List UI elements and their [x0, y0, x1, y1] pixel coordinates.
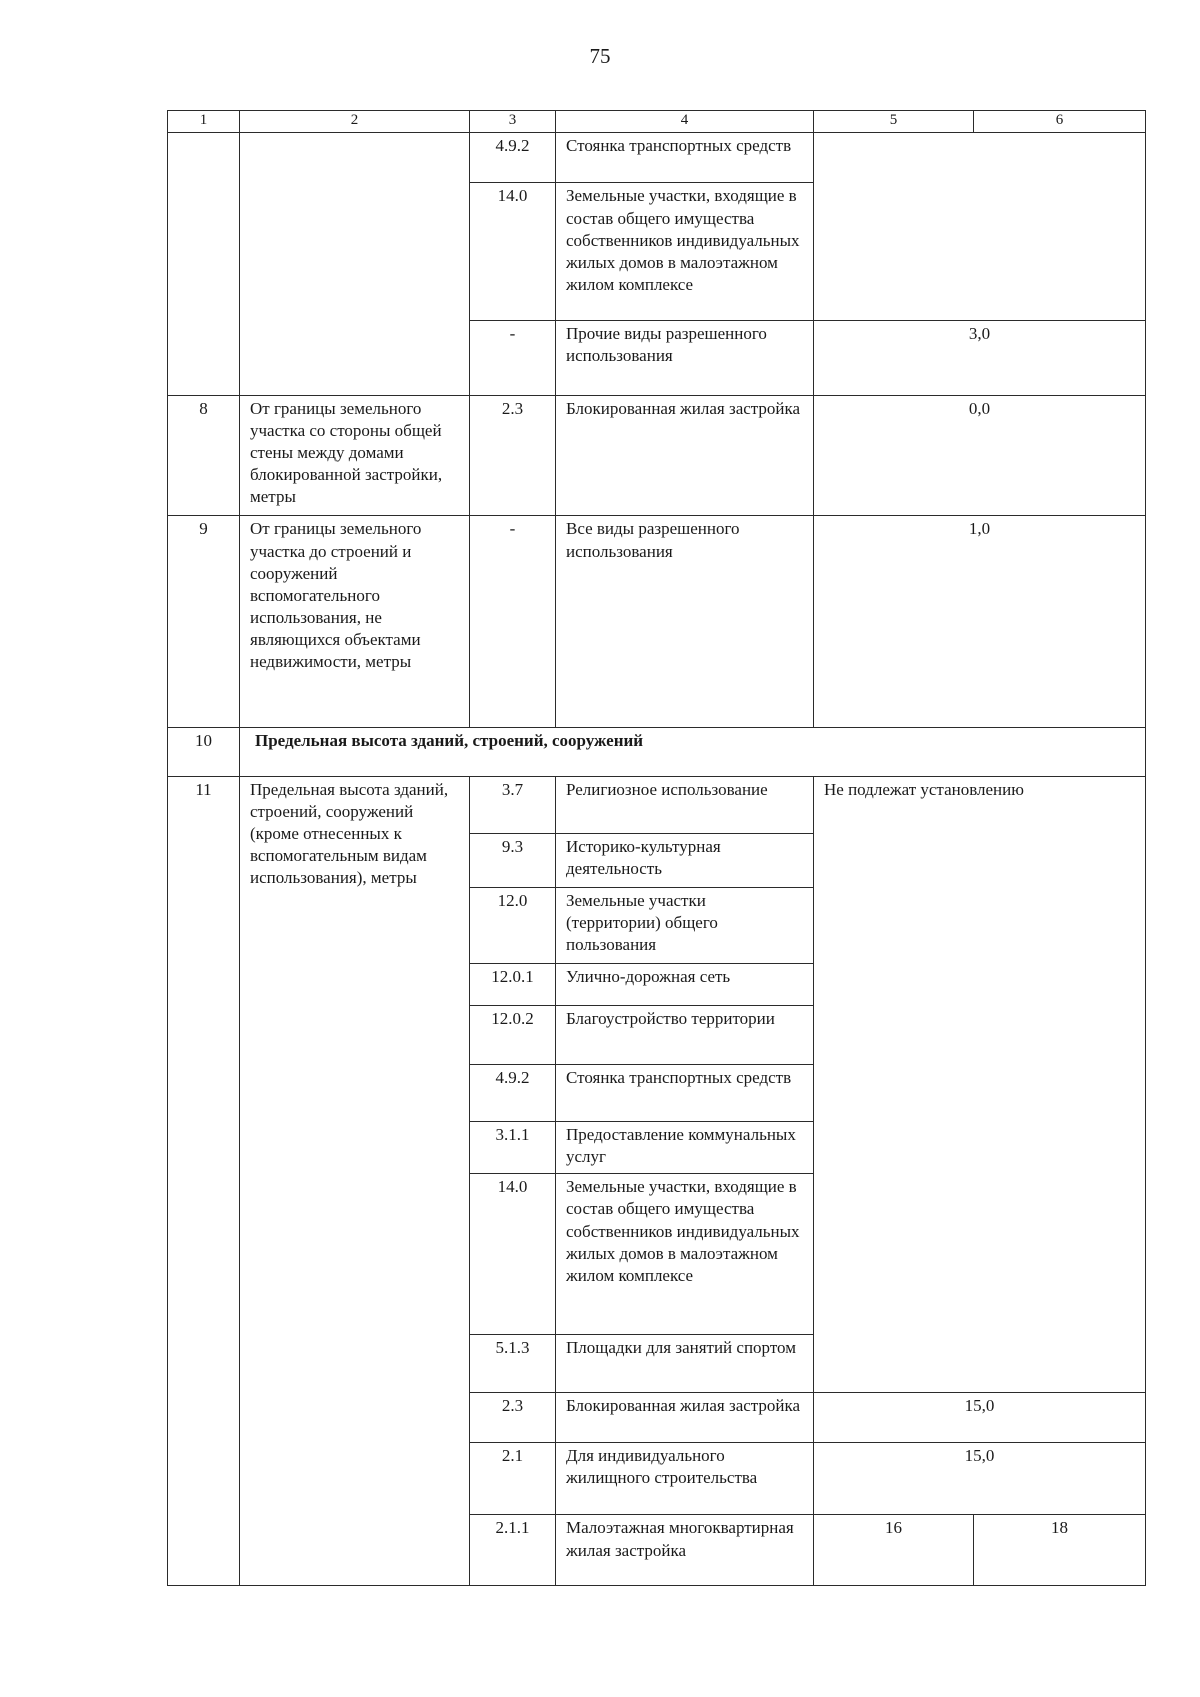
header-cell: 3 [470, 111, 556, 133]
value-cell: 3,0 [814, 321, 1146, 395]
value-cell: 0,0 [814, 395, 1146, 516]
use-name: Улично-дорожная сеть [556, 964, 814, 1006]
table-header-row [168, 111, 1146, 133]
value-cell-col6: 18 [974, 1515, 1146, 1586]
use-code: 3.7 [470, 777, 556, 834]
use-code: 14.0 [470, 183, 556, 321]
table-row [168, 395, 1146, 516]
row-number-cell: 11 [168, 777, 240, 1586]
use-name: Площадки для занятий спортом [556, 1335, 814, 1392]
use-code: 2.3 [470, 1392, 556, 1442]
use-name: Предоставление коммунальных услуг [556, 1122, 814, 1174]
value-cell [814, 133, 1146, 321]
use-name: Земельные участки (территории) общего пользования [556, 887, 814, 963]
table-row [168, 777, 1146, 834]
section-title: Предельная высота зданий, строений, сооружений [240, 727, 1146, 776]
use-name: Земельные участки, входящие в состав общего имущества собственников индивидуальных жилых домов в малоэтажном жилом комплексе [556, 183, 814, 321]
use-code: 12.0 [470, 887, 556, 963]
header-cell: 4 [556, 111, 814, 133]
use-name: Прочие виды разрешенного использования [556, 321, 814, 395]
use-code: 14.0 [470, 1174, 556, 1335]
use-code: - [470, 516, 556, 727]
table-row [168, 133, 1146, 183]
table-row [168, 516, 1146, 727]
value-cell: 15,0 [814, 1392, 1146, 1442]
use-name: Малоэтажная многоквартирная жилая застройка [556, 1515, 814, 1586]
use-name: Все виды разрешенного использования [556, 516, 814, 727]
use-code: 9.3 [470, 834, 556, 887]
value-cell-col5: 16 [814, 1515, 974, 1586]
use-code: 2.3 [470, 395, 556, 516]
row-description-cell: Предельная высота зданий, строений, сооружений (кроме отнесенных к вспомогательным видам использования), метры [240, 777, 470, 1586]
use-name: Стоянка транспортных средств [556, 133, 814, 183]
use-code: 3.1.1 [470, 1122, 556, 1174]
use-name: Благоустройство территории [556, 1006, 814, 1064]
use-name: Стоянка транспортных средств [556, 1064, 814, 1121]
use-name: Блокированная жилая застройка [556, 395, 814, 516]
use-code: 5.1.3 [470, 1335, 556, 1392]
use-code: - [470, 321, 556, 395]
row-description-cell: От границы земельного участка со стороны общей стены между домами блокированной застройки, метры [240, 395, 470, 516]
use-name: Земельные участки, входящие в состав общего имущества собственников индивидуальных жилых домов в малоэтажном жилом комплексе [556, 1174, 814, 1335]
row-description-cell: От границы земельного участка до строений и сооружений вспомогательного использования, не являющихся объектами недвижимости, метры [240, 516, 470, 727]
row-number-cell: 9 [168, 516, 240, 727]
value-cell-not-set: Не подлежат установлению [814, 777, 1146, 1393]
table-row [168, 727, 1146, 776]
use-name: Историко-культурная деятельность [556, 834, 814, 887]
header-cell: 2 [240, 111, 470, 133]
page-number: 75 [589, 44, 611, 68]
row-number-cell: 10 [168, 727, 240, 776]
header-cell: 1 [168, 111, 240, 133]
header-cell: 5 [814, 111, 974, 133]
use-code: 4.9.2 [470, 1064, 556, 1121]
regulations-table [167, 110, 1146, 1586]
use-code: 2.1.1 [470, 1515, 556, 1586]
row-description-cell [240, 133, 470, 396]
use-name: Блокированная жилая застройка [556, 1392, 814, 1442]
row-number-cell [168, 133, 240, 396]
value-cell: 15,0 [814, 1442, 1146, 1514]
use-name: Для индивидуального жилищного строительства [556, 1442, 814, 1514]
header-cell: 6 [974, 111, 1146, 133]
use-code: 12.0.2 [470, 1006, 556, 1064]
use-name: Религиозное использование [556, 777, 814, 834]
use-code: 4.9.2 [470, 133, 556, 183]
use-code: 12.0.1 [470, 964, 556, 1006]
row-number-cell: 8 [168, 395, 240, 516]
value-cell: 1,0 [814, 516, 1146, 727]
use-code: 2.1 [470, 1442, 556, 1514]
